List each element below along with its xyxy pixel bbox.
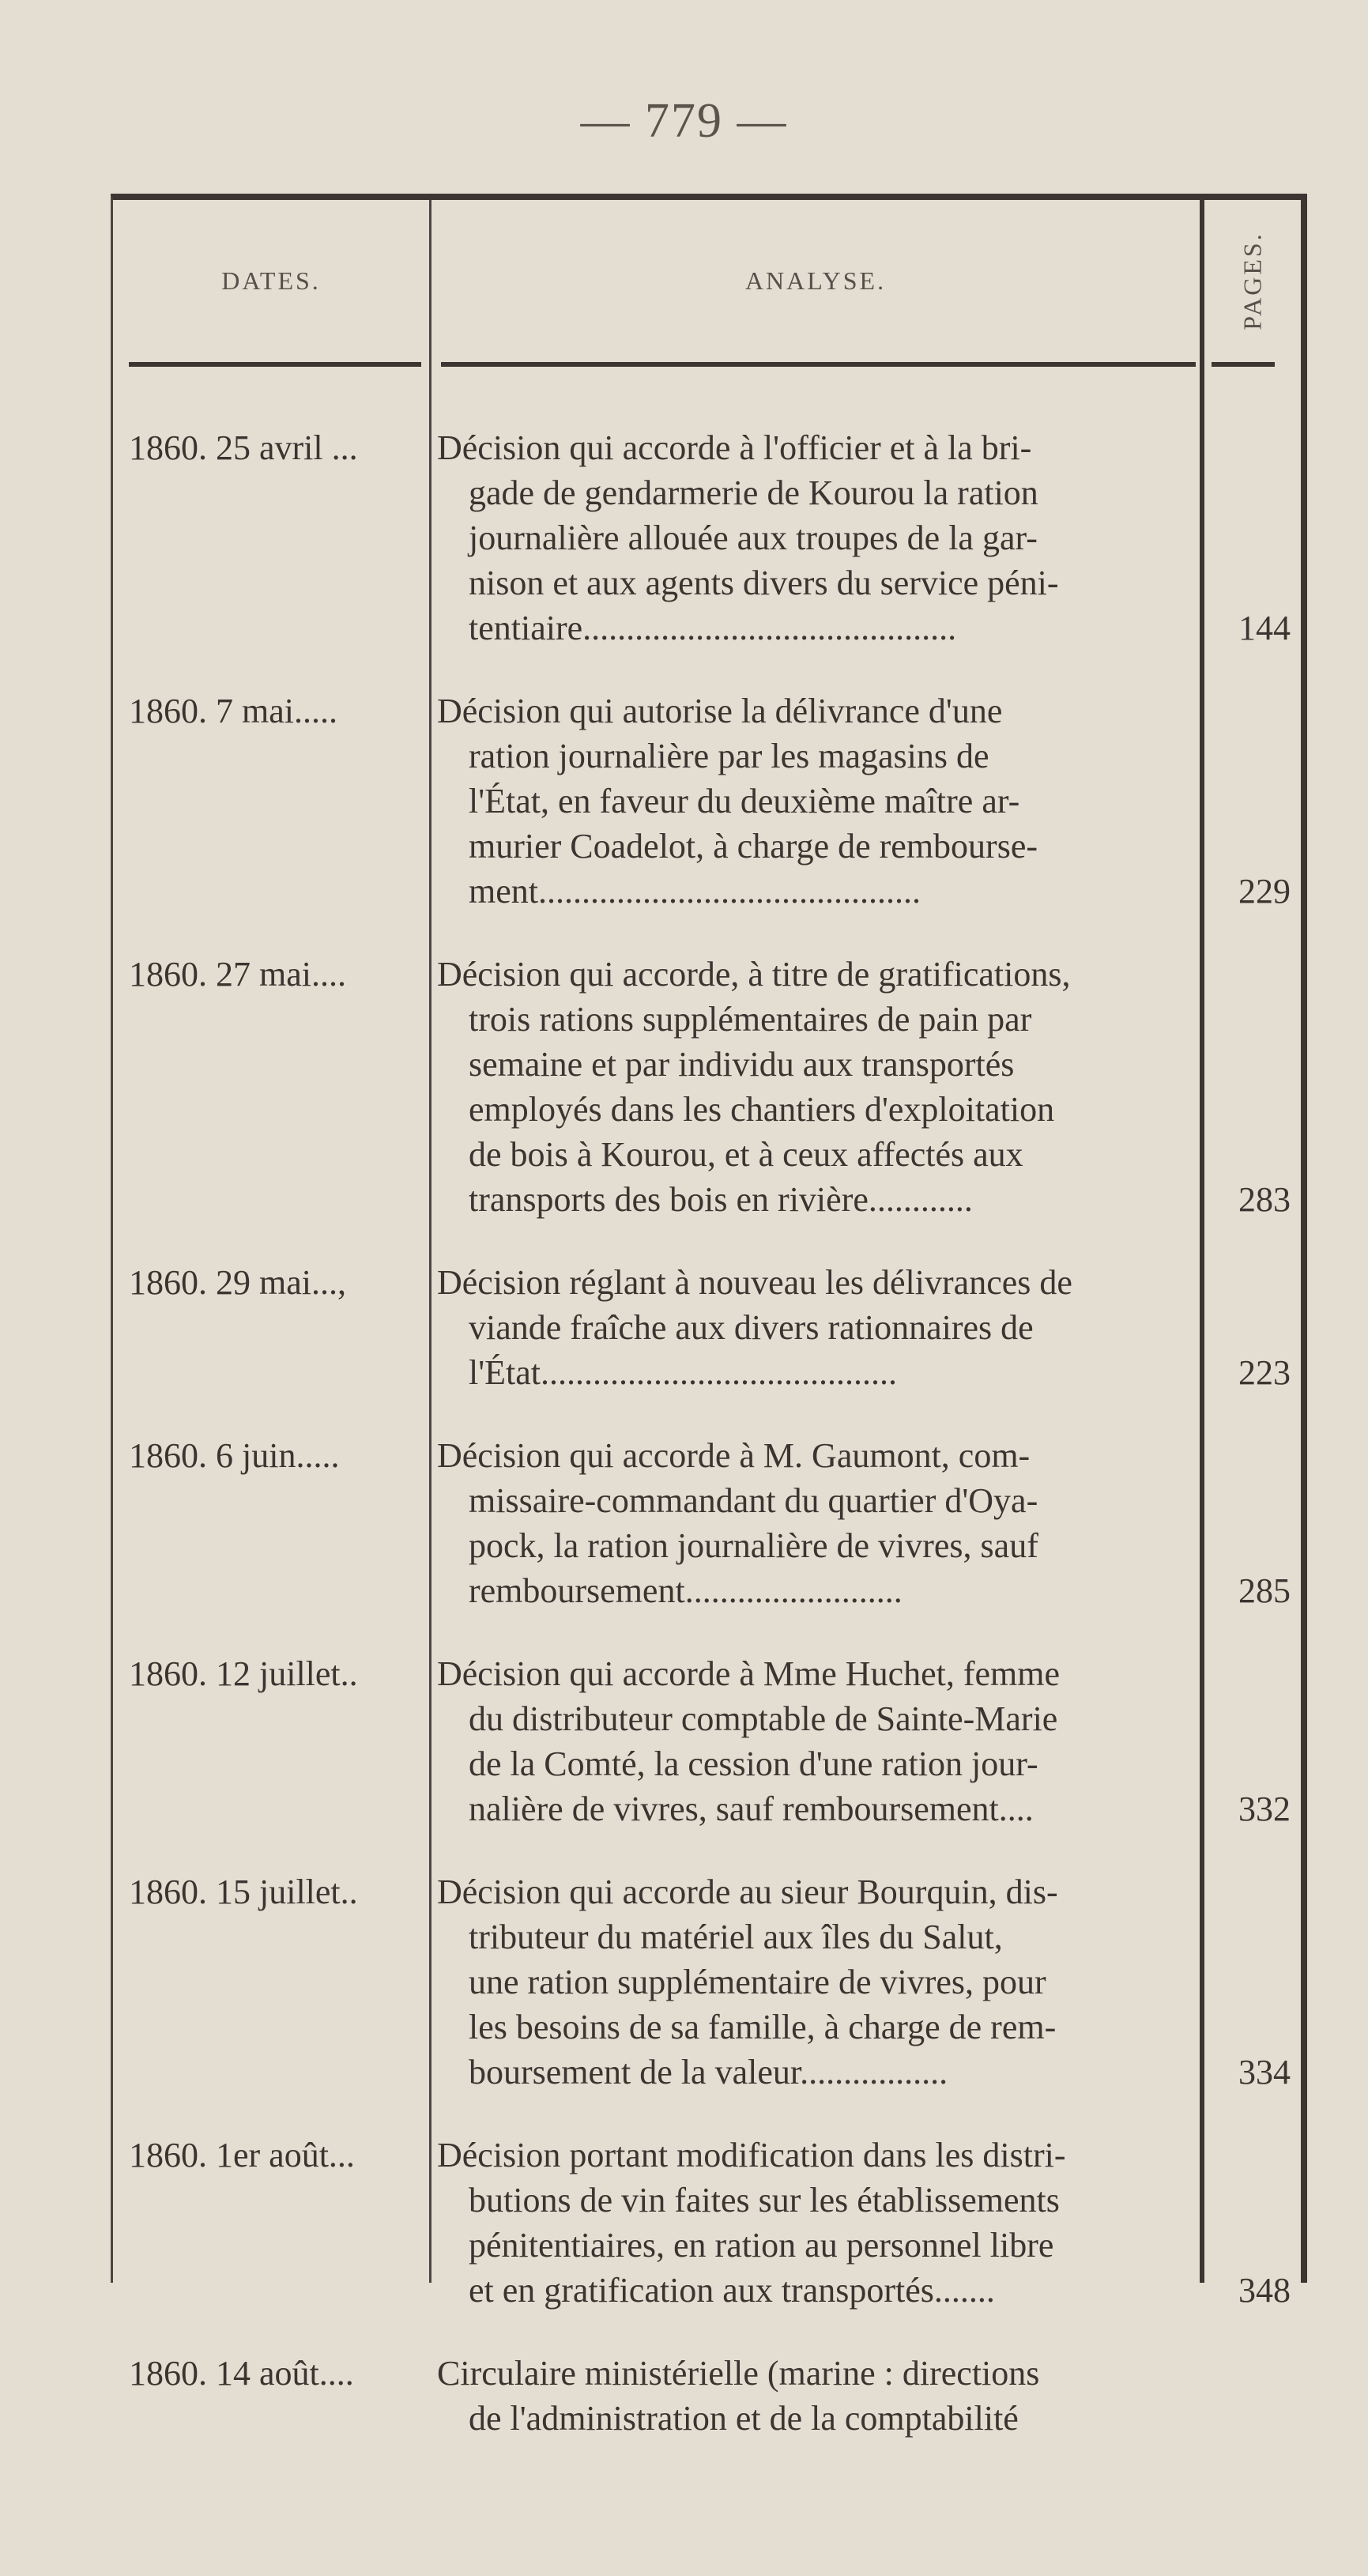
analysis-line: boursement de la valeur................. [469, 2053, 948, 2091]
entry-page-reference: 223 [1238, 1353, 1291, 1392]
analysis-line: transports des bois en rivière............ [469, 1180, 973, 1219]
entry-page-reference: 285 [1238, 1571, 1291, 1610]
analysis-line: viande fraîche aux divers rationnaires de [469, 1308, 1034, 1347]
column-divider [429, 200, 432, 398]
entry-page-reference: 283 [1238, 1180, 1291, 1219]
entry-analysis [437, 952, 1192, 1222]
entry-page-reference: 332 [1238, 1790, 1291, 1828]
entry-analysis [437, 1869, 1192, 2095]
analysis-line: du distributeur comptable de Sainte-Marie [469, 1699, 1058, 1738]
analysis-line: de la Comté, la cession d'une ration jour- [469, 1744, 1038, 1783]
analysis-line: tributeur du matériel aux îles du Salut, [469, 1918, 1003, 1956]
analysis-line: de bois à Kourou, et à ceux affectés aux [469, 1135, 1023, 1174]
pages-column-header [1204, 200, 1301, 362]
analysis-line: nalière de vivres, sauf remboursement.... [469, 1790, 1034, 1828]
entry-analysis [437, 1651, 1192, 1831]
index-table [111, 194, 1307, 2438]
analysis-line: nison et aux agents divers du service péni- [469, 564, 1059, 602]
analysis-line: butions de vin faites sur les établissements [469, 2181, 1060, 2220]
analysis-line: ment............................................ [469, 872, 921, 911]
entry-analysis [437, 425, 1192, 651]
analysis-line: une ration supplémentaire de vivres, pour [469, 1963, 1046, 2001]
analysis-line: Décision qui accorde à Mme Huchet, femme [437, 1654, 1061, 1693]
entry-date: 1860. 6 juin..... [129, 1436, 340, 1475]
header-rule-dates [129, 362, 421, 367]
page-number: — 779 — [580, 94, 788, 148]
header-rule-analyse [441, 362, 1196, 367]
entry-page-reference: 229 [1238, 872, 1291, 911]
entry-page-reference: 348 [1238, 2271, 1291, 2310]
analysis-line: remboursement......................... [469, 1571, 903, 1610]
entry-date: 1860. 12 juillet.. [129, 1654, 358, 1693]
analysis-line: Décision qui accorde, à titre de gratifications, [437, 955, 1071, 994]
analysis-line: semaine et par individu aux transportés [469, 1045, 1015, 1084]
analysis-line: pénitentiaires, en ration au personnel libre [469, 2226, 1054, 2265]
entry-analysis [437, 688, 1192, 914]
entry-analysis [437, 1433, 1192, 1613]
analysis-line: ration journalière par les magasins de [469, 737, 989, 775]
analysis-line: Décision réglant à nouveau les délivrances de [437, 1263, 1072, 1302]
analysis-line: murier Coadelot, à charge de rembourse- [469, 827, 1038, 866]
analysis-line: employés dans les chantiers d'exploitation [469, 1090, 1055, 1129]
entry-date: 1860. 7 mai..... [129, 692, 337, 730]
analysis-line: l'État......................................... [469, 1353, 898, 1392]
entry-analysis [437, 2351, 1192, 2441]
analysis-line: les besoins de sa famille, à charge de rem- [469, 2008, 1057, 2046]
entry-date: 1860. 27 mai.... [129, 955, 346, 994]
entry-analysis [437, 2133, 1192, 2313]
column-divider [1200, 200, 1204, 398]
analyse-column-header: ANALYSE. [744, 266, 887, 295]
entry-page-reference: 334 [1238, 2053, 1291, 2091]
analysis-line: journalière allouée aux troupes de la gar- [469, 519, 1038, 557]
column-divider [429, 398, 432, 2283]
entry-date: 1860. 1er août... [129, 2136, 355, 2174]
analysis-line: missaire-commandant du quartier d'Oya- [469, 1481, 1038, 1520]
entry-date: 1860. 25 avril ... [129, 428, 358, 467]
analysis-line: Décision qui accorde à M. Gaumont, com- [437, 1436, 1031, 1475]
analysis-line: Décision portant modification dans les distri- [437, 2136, 1066, 2174]
entry-analysis [437, 1260, 1192, 1395]
header-rule-pages [1212, 362, 1275, 367]
analysis-line: gade de gendarmerie de Kourou la ration [469, 473, 1038, 512]
entry-date: 1860. 14 août.... [129, 2354, 354, 2393]
entry-date: 1860. 15 juillet.. [129, 1873, 358, 1911]
analysis-line: pock, la ration journalière de vivres, sauf [469, 1526, 1038, 1565]
analysis-line: Décision qui accorde à l'officier et à la bri- [437, 428, 1032, 467]
pages-column-header-label: PAGES. [1238, 232, 1267, 330]
analysis-line: l'État, en faveur du deuxième maître ar- [469, 782, 1020, 820]
column-divider [1200, 398, 1204, 2283]
analysis-line: tentiaire........................................... [469, 609, 957, 647]
analysis-line: trois rations supplémentaires de pain par [469, 1000, 1032, 1039]
analysis-line: Circulaire ministérielle (marine : directions [437, 2354, 1040, 2393]
analysis-line: et en gratification aux transportés....... [469, 2271, 995, 2310]
dates-column-header: DATES. [221, 266, 321, 295]
table-header [113, 200, 1301, 362]
analysis-line: Décision qui accorde au sieur Bourquin, dis- [437, 1873, 1058, 1911]
entry-date: 1860. 29 mai..., [129, 1263, 346, 1302]
analysis-line: Décision qui autorise la délivrance d'une [437, 692, 1003, 730]
entry-page-reference: 144 [1238, 609, 1291, 647]
analysis-line: de l'administration et de la comptabilité [469, 2399, 1019, 2438]
